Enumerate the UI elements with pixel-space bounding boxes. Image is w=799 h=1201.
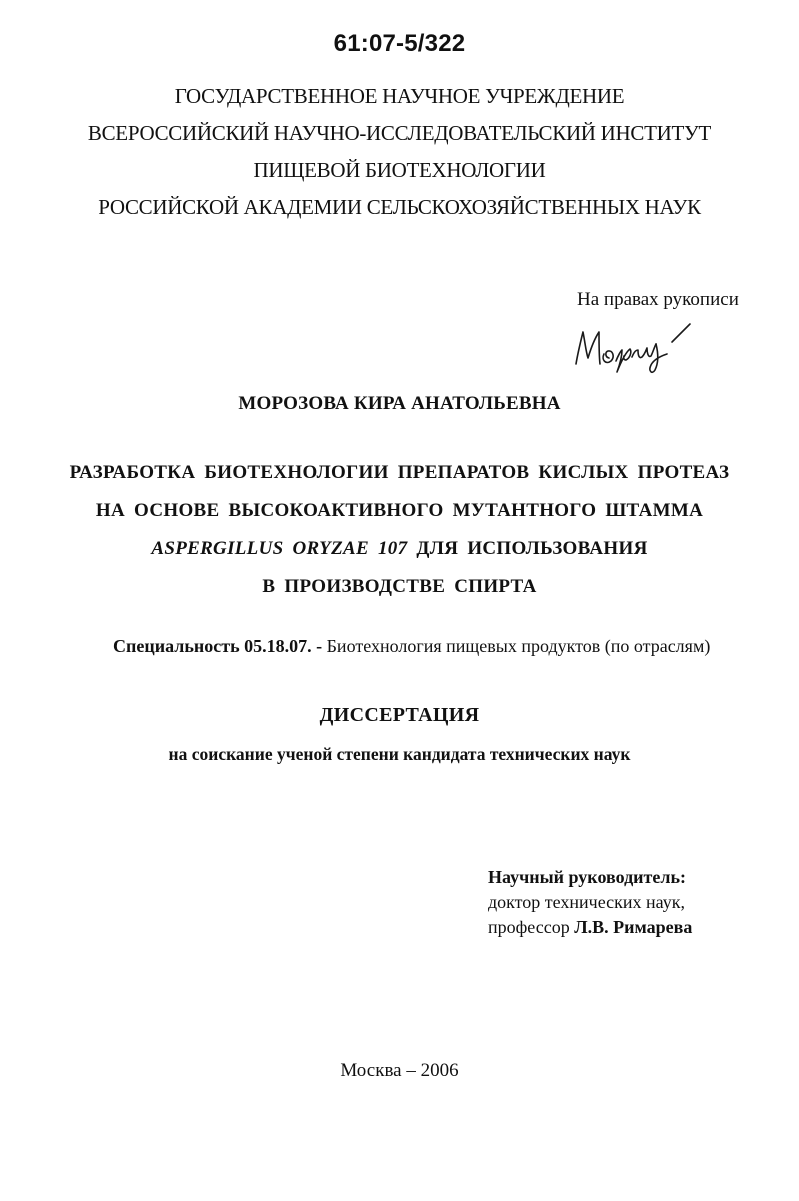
dissertation-topic	[0, 454, 799, 606]
specialty-value: Биотехнология пищевых продуктов (по отраслям)	[322, 636, 711, 656]
topic-line-rest: ДЛЯ ИСПОЛЬЗОВАНИЯ	[407, 538, 648, 559]
institution-line: ГОСУДАРСТВЕННОЕ НАУЧНОЕ УЧРЕЖДЕНИЕ	[174, 84, 625, 108]
city-year: Москва – 2006	[340, 1060, 459, 1081]
institution-line: РОССИЙСКОЙ АКАДЕМИИ СЕЛЬСКОХОЗЯЙСТВЕННЫХ НАУК	[98, 195, 701, 219]
degree-purpose: на соискание ученой степени кандидата технических наук	[168, 744, 631, 764]
institution-line: ВСЕРОССИЙСКИЙ НАУЧНО-ИССЛЕДОВАТЕЛЬСКИЙ ИНСТИТУТ	[87, 121, 712, 145]
institution-block	[0, 78, 799, 226]
document-code: 61:07-5/322	[333, 30, 466, 57]
specialty-label: Специальность 05.18.07. -	[113, 636, 323, 656]
handwritten-signature	[568, 312, 698, 378]
supervisor-name: Л.В. Римарева	[574, 917, 693, 937]
manuscript-note: На правах рукописи	[577, 289, 739, 310]
specialty	[113, 636, 710, 657]
supervisor-title: профессор	[488, 917, 575, 937]
topic-line: НА ОСНОВЕ ВЫСОКОАКТИВНОГО МУТАНТНОГО ШТАММА	[95, 500, 704, 521]
topic-line: РАЗРАБОТКА БИОТЕХНОЛОГИИ ПРЕПАРАТОВ КИСЛЫХ ПРОТЕАЗ	[69, 462, 730, 483]
strain-name: ASPERGILLUS ORYZAE 107	[151, 538, 408, 559]
supervisor-line	[488, 915, 692, 940]
topic-line	[0, 530, 799, 568]
supervisor-degree: доктор технических наук,	[488, 892, 685, 912]
topic-line: В ПРОИЗВОДСТВЕ СПИРТА	[262, 576, 537, 597]
supervisor-block	[488, 865, 692, 940]
document-type: ДИССЕРТАЦИЯ	[319, 704, 480, 726]
supervisor-heading: Научный руководитель:	[488, 867, 686, 887]
institution-line: ПИЩЕВОЙ БИОТЕХНОЛОГИИ	[253, 158, 546, 182]
author-name: МОРОЗОВА КИРА АНАТОЛЬЕВНА	[238, 393, 561, 414]
